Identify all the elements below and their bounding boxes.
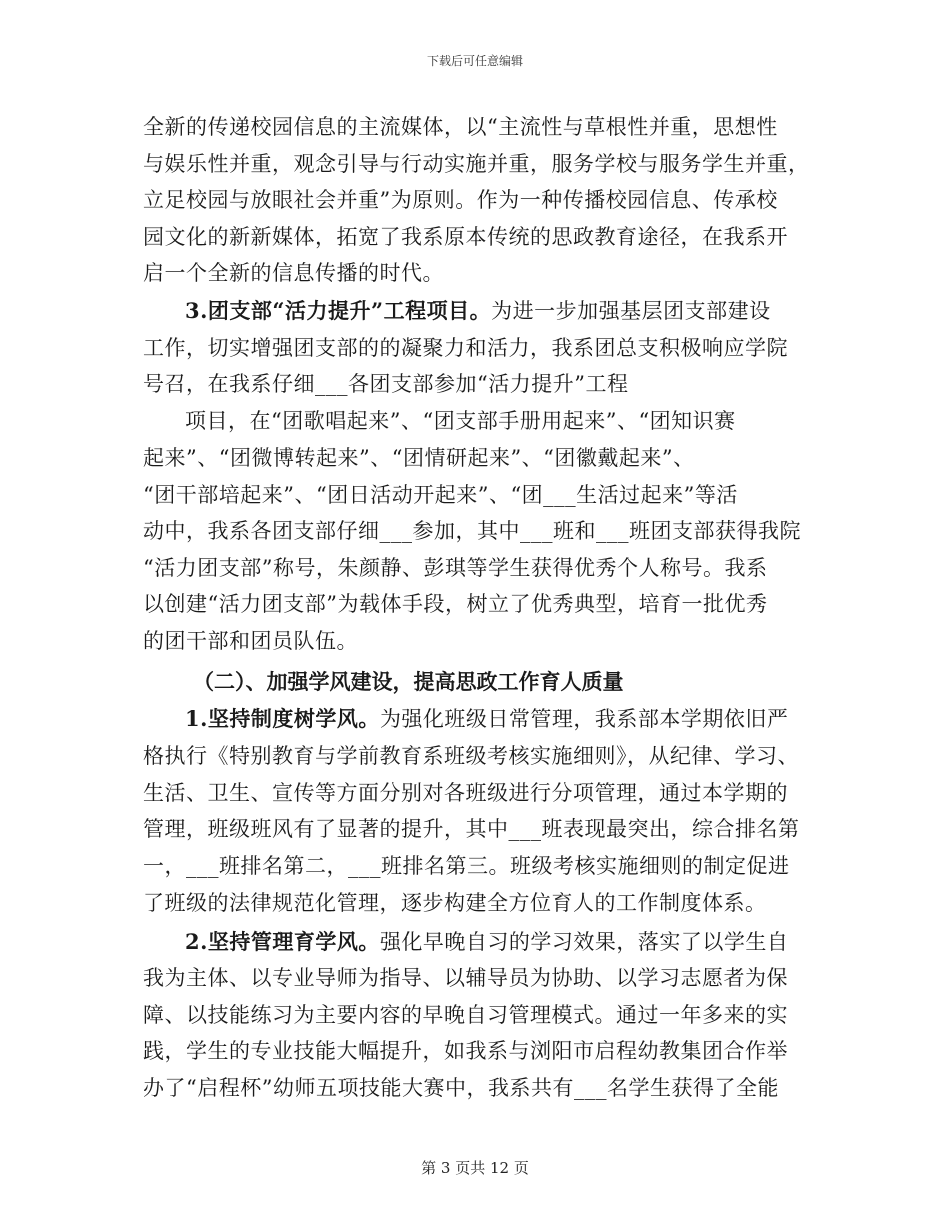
text-run: 为进一步加强基层团支部建设 bbox=[491, 299, 771, 323]
text-line: 项目，在“团歌唱起来”、“团支部手册用起来”、“团知识赛 bbox=[185, 409, 736, 433]
page-header: 下载后可任意编辑 bbox=[426, 54, 523, 68]
text-line: 起来”、“团微博转起来”、“团情研起来”、“团徽戴起来”、 bbox=[143, 446, 695, 470]
text-line: 的团干部和团员队伍。 bbox=[143, 629, 358, 653]
text-line: 动中，我系各团支部仔细___参加，其中___班和___班团支部获得我院 bbox=[143, 519, 801, 543]
text-line: 障、以技能练习为主要内容的早晚自习管理模式。通过一年多来的实 bbox=[143, 1003, 788, 1027]
section-title: 2.坚持管理育学风。 bbox=[185, 929, 380, 954]
text-line: 我为主体、以专业导师为指导、以辅导员为协助、以学习志愿者为保 bbox=[143, 966, 788, 990]
section-title: 3.团支部“活力提升”工程项目。 bbox=[185, 298, 492, 323]
text-line: 管理，班级班风有了显著的提升，其中___班表现最突出，综合排名第 bbox=[143, 817, 800, 841]
text-line: 立足校园与放眼社会并重”为原则。作为一种传播校园信息、传承校 bbox=[143, 188, 778, 212]
text-line: 园文化的新新媒体，拓宽了我系原本传统的思政教育途径，在我系开 bbox=[143, 225, 788, 249]
text-line: 全新的传递校园信息的主流媒体，以“主流性与草根性并重，思想性 bbox=[143, 115, 778, 139]
text-line bbox=[185, 704, 865, 734]
text-line: 启一个全新的信息传播的时代。 bbox=[143, 261, 444, 285]
text-line: 一，___班排名第二，___班排名第三。班级考核实施细则的制定促进 bbox=[143, 854, 790, 878]
text-line: 践，学生的专业技能大幅提升，如我系与浏阳市启程幼教集团合作举 bbox=[143, 1039, 788, 1063]
text-line: 了班级的法律规范化管理，逐步构建全方位育人的工作制度体系。 bbox=[143, 891, 767, 915]
text-line: 与娱乐性并重，观念引导与行动实施并重，服务学校与服务学生并重， bbox=[143, 152, 810, 176]
text-line: “活力团支部”称号，朱颜静、彭琪等学生获得优秀个人称号。我系 bbox=[143, 556, 768, 580]
text-line: 以创建“活力团支部”为载体手段，树立了优秀典型，培育一批优秀 bbox=[143, 592, 768, 616]
text-line: 格执行《特别教育与学前教育系班级考核实施细则》，从纪律、学习、 bbox=[143, 744, 799, 768]
text-line: 号召，在我系仔细___各团支部参加“活力提升”工程 bbox=[143, 372, 629, 396]
text-line: 生活、卫生、宣传等方面分别对各班级进行分项管理，通过本学期的 bbox=[143, 781, 788, 805]
text-line: 办了“启程杯”幼师五项技能大赛中，我系共有___名学生获得了全能 bbox=[143, 1076, 779, 1100]
text-line bbox=[185, 296, 865, 326]
text-line: 工作，切实增强团支部的的凝聚力和活力，我系团总支积极响应学院 bbox=[143, 336, 788, 360]
page-footer: 第 3 页共 12 页 bbox=[421, 1159, 529, 1177]
text-run: 强化早晚自习的学习效果，落实了以学生自 bbox=[379, 930, 789, 954]
text-line bbox=[185, 927, 865, 957]
section-title: 1.坚持制度树学风。 bbox=[185, 706, 380, 731]
section-heading: （二）、加强学风建设，提高思政工作育人质量 bbox=[193, 669, 624, 694]
text-run: 为强化班级日常管理，我系部本学期依旧严 bbox=[379, 707, 789, 731]
text-line: “团干部培起来”、“团日活动开起来”、“团___生活过起来”等活 bbox=[143, 483, 738, 507]
